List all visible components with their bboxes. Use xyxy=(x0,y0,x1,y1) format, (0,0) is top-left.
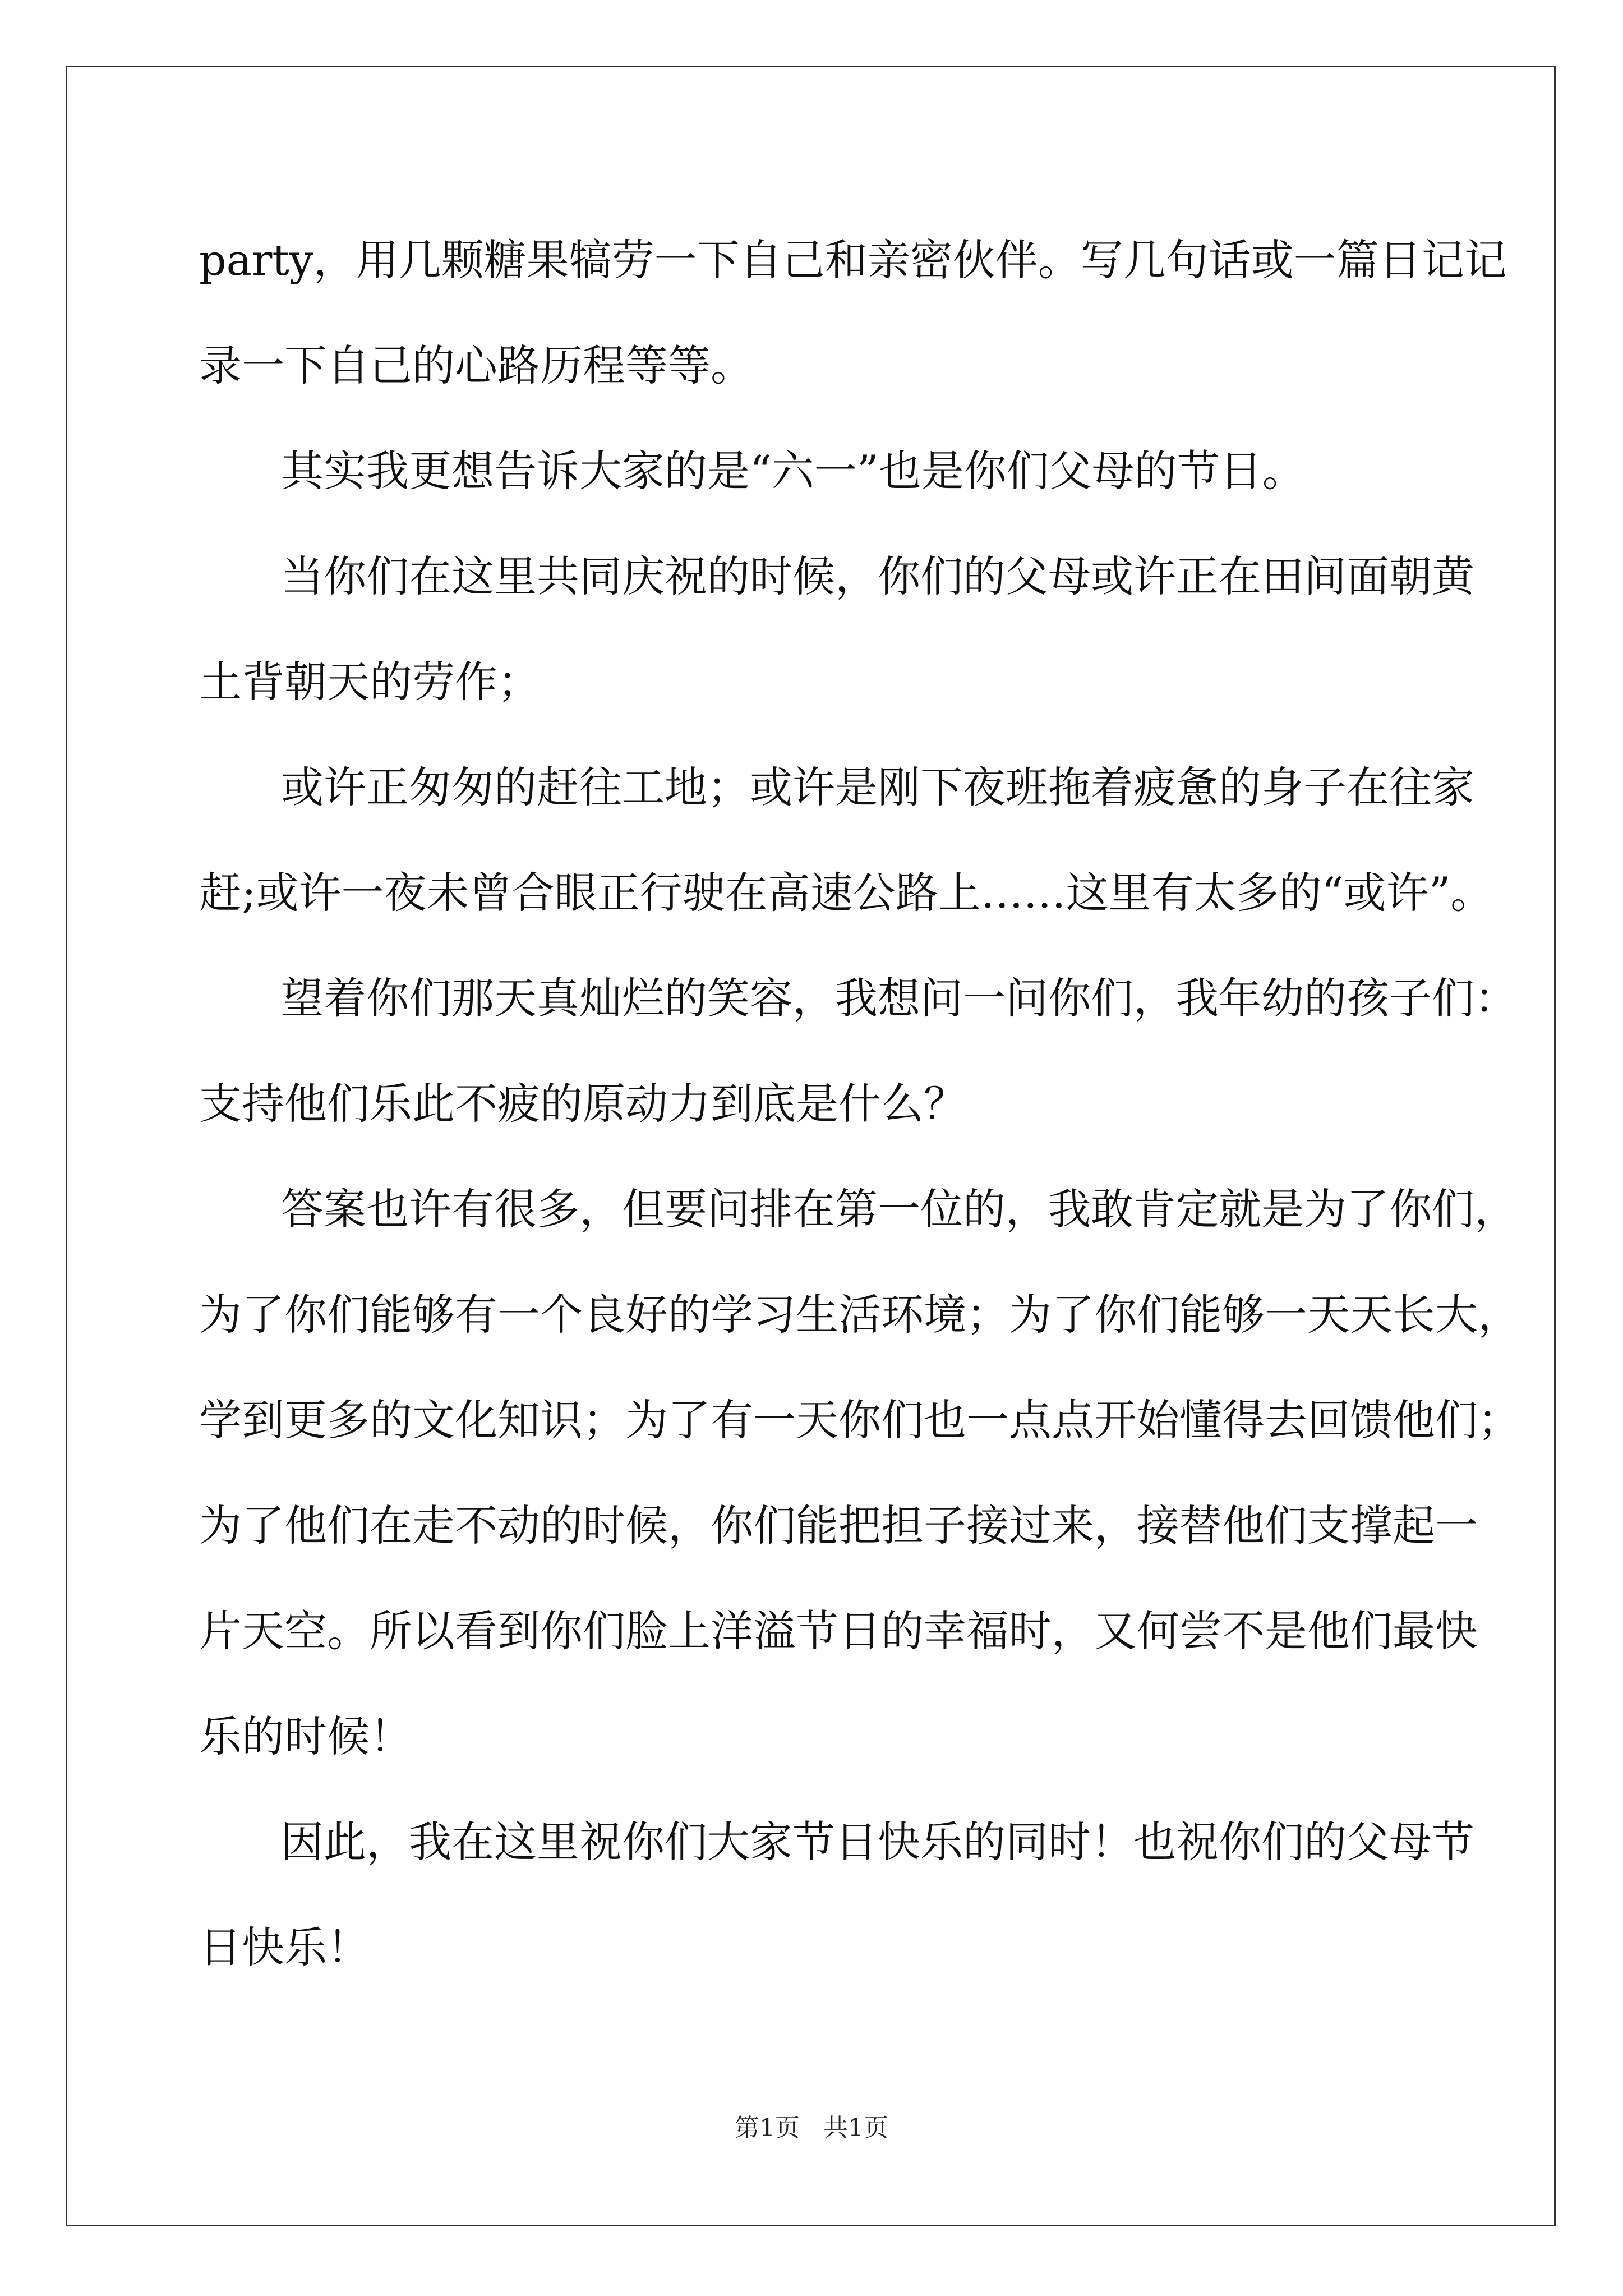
text-line: 为了你们能够有一个良好的学习生活环境；为了你们能够一天天长大， xyxy=(199,1290,1520,1340)
text-line: 望着你们那天真灿烂的笑容，我想问一问你们，我年幼的孩子们： xyxy=(281,973,1517,1023)
text-line: 为了他们在走不动的时候，你们能把担子接过来，接替他们支撑起一 xyxy=(199,1501,1478,1550)
text-line: 乐的时候！ xyxy=(199,1711,412,1761)
text-line: 其实我更想告诉大家的是“六一”也是你们父母的节日。 xyxy=(281,446,1305,496)
text-line: 录一下自己的心路历程等等。 xyxy=(199,341,753,390)
text-line: 片天空。所以看到你们脸上洋溢节日的幸福时，又何尝不是他们最快 xyxy=(199,1606,1478,1656)
text-line: 当你们在这里共同庆祝的时候，你们的父母或许正在田间面朝黄 xyxy=(281,551,1474,601)
document-body xyxy=(199,208,1520,2000)
text-line: 日快乐！ xyxy=(199,1922,370,1972)
text-line: party，用几颗糖果犒劳一下自己和亲密伙伴。写几句话或一篇日记记 xyxy=(199,235,1507,285)
text-line: 或许正匆匆的赶往工地；或许是刚下夜班拖着疲惫的身子在往家 xyxy=(281,762,1474,812)
page-number: 第1页 共1页 xyxy=(735,2114,888,2142)
text-line: 学到更多的文化知识；为了有一天你们也一点点开始懂得去回馈他们； xyxy=(199,1395,1520,1445)
text-line: 土背朝天的劳作； xyxy=(199,657,540,707)
text-line: 因此，我在这里祝你们大家节日快乐的同时！也祝你们的父母节 xyxy=(281,1817,1474,1867)
text-line: 答案也许有很多，但要问排在第一位的，我敢肯定就是为了你们， xyxy=(281,1184,1517,1234)
text-line: 支持他们乐此不疲的原动力到底是什么？ xyxy=(199,1079,966,1129)
text-line: 赶;或许一夜未曾合眼正行驶在高速公路上……这里有太多的“或许”。 xyxy=(199,868,1493,918)
